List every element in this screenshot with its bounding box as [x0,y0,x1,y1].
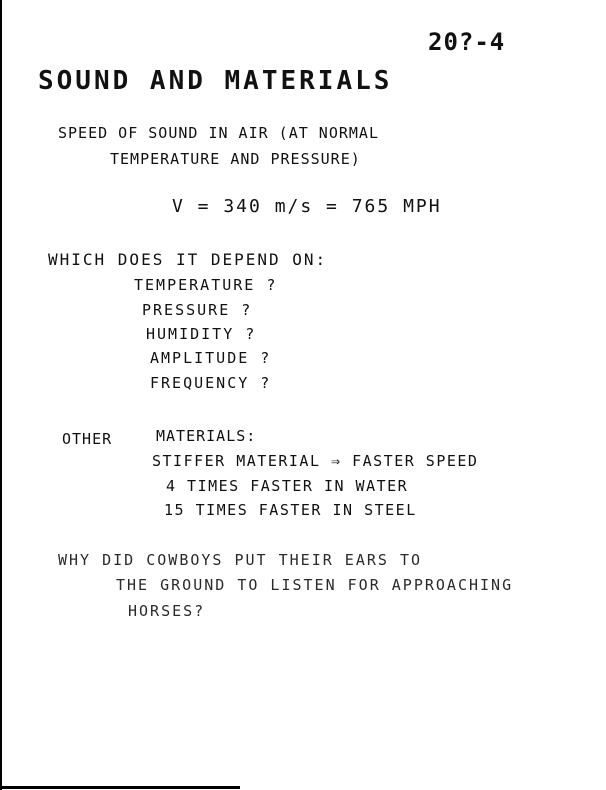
materials-line-steel: 15 TIMES FASTER IN STEEL [164,501,417,519]
factor-humidity: HUMIDITY ? [146,325,257,343]
materials-heading: MATERIALS: [156,427,257,445]
speed-line-2: TEMPERATURE AND PRESSURE) [110,150,361,168]
why-line-2: THE GROUND TO LISTEN FOR APPROACHING [116,576,514,594]
materials-line-water: 4 TIMES FASTER IN WATER [166,477,409,495]
page-bottom-border [0,786,240,789]
depends-question: WHICH DOES IT DEPEND ON: [48,250,328,269]
why-line-1: WHY DID COWBOYS PUT THEIR EARS TO [58,551,423,569]
why-line-3: HORSES? [128,602,206,620]
factor-frequency: FREQUENCY ? [150,374,272,392]
speed-formula: V = 340 m/s = 765 MPH [172,196,442,217]
other-label: OTHER [62,430,113,448]
materials-line-stiffer: STIFFER MATERIAL ⇒ FASTER SPEED [152,452,479,470]
factor-amplitude: AMPLITUDE ? [150,349,272,367]
factor-temperature: TEMPERATURE ? [134,276,278,294]
page-left-border [0,0,2,790]
speed-line-1: SPEED OF SOUND IN AIR (AT NORMAL [58,124,379,142]
page-title: SOUND AND MATERIALS [38,66,393,96]
page-number: 20?-4 [428,28,506,56]
factor-pressure: PRESSURE ? [142,301,253,319]
